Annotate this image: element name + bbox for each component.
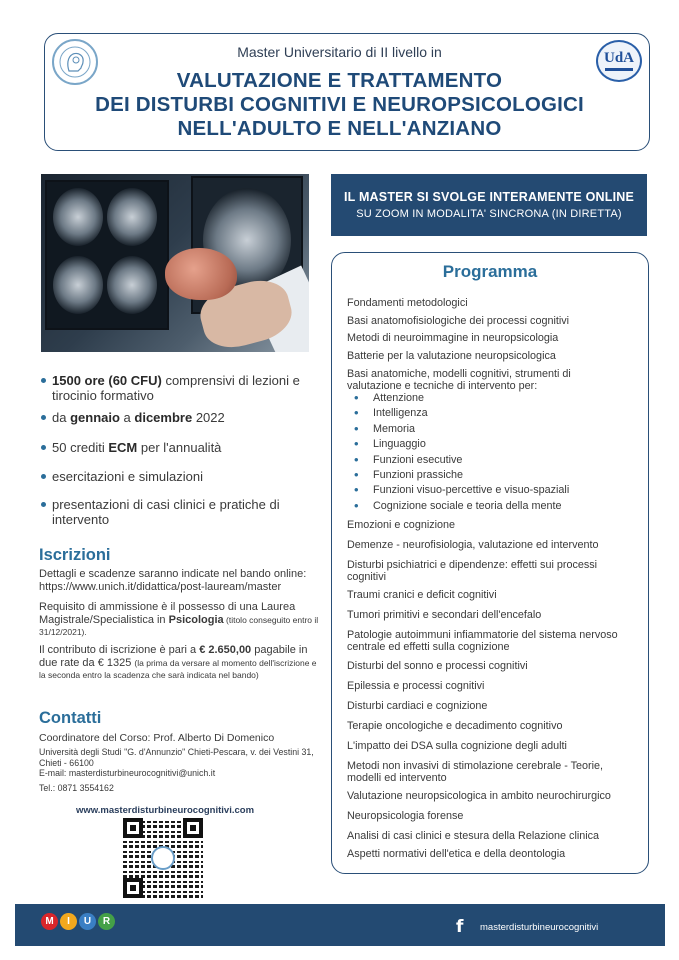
requirement-bold: Psicologia	[168, 613, 224, 626]
requirement-text: Requisito di ammissione è il possesso di una Laurea Magistrale/Specialistica in	[39, 601, 296, 626]
program-item: Emozioni e cognizione	[347, 519, 456, 531]
program-item: L'impatto dei DSA sulla cognizione degli adulti	[347, 740, 567, 752]
program-item: Tumori primitivi e secondari dell'encefalo	[347, 609, 542, 621]
contact-address: Università degli Studi "G. d'Annunzio" Chieti-Pescara, v. dei Vestini 31, Chieti - 66100	[39, 747, 314, 768]
highlight-text: 2022	[192, 410, 225, 425]
header-subtitle: Master Universitario di II livello in	[237, 44, 442, 60]
fee-text: Il contributo di iscrizione è pari a	[39, 644, 200, 656]
highlight-bold: dicembre	[134, 410, 193, 425]
program-item: Batterie per la valutazione neuropsicologica	[347, 350, 556, 362]
program-subitem: • Intelligenza	[373, 407, 428, 419]
miur-letter: M	[41, 913, 58, 930]
brain-model	[165, 248, 237, 300]
miur-letter: I	[60, 913, 77, 930]
highlight-hours	[52, 373, 322, 403]
program-subitem: • Linguaggio	[373, 438, 426, 450]
program-subitem: • Funzioni prassiche	[373, 469, 463, 481]
program-subitem: • Funzioni visuo-percettive e visuo-spaziali	[373, 484, 569, 496]
highlight-text: presentazioni di casi clinici e pratiche di intervento	[52, 497, 280, 527]
highlight-text: comprensivi di lezioni e tirocinio formativo	[52, 373, 300, 403]
iscrizioni-requirement	[39, 601, 324, 639]
program-item: Metodi non invasivi di stimolazione cerebrale - Teorie, modelli ed intervento	[347, 760, 604, 784]
iscrizioni-details-text: Dettagli e scadenze saranno indicate nel bando online:	[39, 568, 307, 580]
title-line-3: NELL'ADULTO E NELL'ANZIANO	[177, 117, 502, 140]
fee-text: pagabile in due rate da € 1325	[39, 644, 308, 669]
highlight-text: 50 crediti	[52, 440, 109, 455]
website-link[interactable]: www.masterdisturbineurocognitivi.com	[75, 805, 255, 816]
page-title	[0, 69, 679, 141]
scan-image	[107, 188, 157, 246]
program-item: Epilessia e processi cognitivi	[347, 680, 485, 692]
program-item: Disturbi psichiatrici e dipendenze: effetti sui processi cognitivi	[347, 559, 598, 583]
program-item: Patologie autoimmuni infiammatorie del sistema nervoso centrale ed effetti sulla cognizione	[347, 629, 618, 653]
qr-center-logo-icon	[151, 846, 175, 870]
facebook-handle[interactable]: masterdisturbineurocognitivi	[480, 922, 599, 933]
requirement-note: (titolo conseguito entro il 31/12/2021).	[39, 614, 319, 637]
highlight-bold: gennaio	[70, 410, 120, 425]
highlight-text: per l'annualità	[137, 440, 222, 455]
university-logo-text: UdA	[603, 50, 634, 66]
miur-logo-icon	[41, 913, 115, 930]
iscrizioni-details	[39, 568, 324, 593]
miur-letter: U	[79, 913, 96, 930]
program-subitem: • Cognizione sociale e teoria della mente	[373, 500, 561, 512]
highlight-exercises	[52, 469, 322, 484]
qr-finder	[183, 818, 203, 838]
title-line-2: DEI DISTURBI COGNITIVI E NEUROPSICOLOGICI	[95, 93, 584, 116]
program-item: Demenze - neurofisiologia, valutazione ed intervento	[347, 539, 599, 551]
highlight-text: da	[52, 410, 71, 425]
qr-code-icon	[123, 818, 203, 898]
contact-tel: Tel.: 0871 3554162	[39, 782, 114, 793]
iscrizioni-fee	[39, 644, 324, 682]
program-subitem: • Funzioni esecutive	[373, 454, 462, 466]
online-banner	[331, 174, 647, 236]
fee-note: (la prima da versare al momento dell'iscrizione e la seconda entro la scadenza che sarà indicata nel bando)	[39, 657, 317, 680]
program-subitem: • Attenzione	[373, 392, 424, 404]
program-item: Neuropsicologia forense	[347, 810, 464, 822]
highlight-bold: 1500 ore (60 CFU)	[52, 373, 162, 388]
program-item: Fondamenti metodologici	[347, 297, 468, 309]
highlight-bold: ECM	[108, 440, 138, 455]
program-item: Traumi cranici e deficit cognitivi	[347, 589, 497, 601]
banner-line-1: IL MASTER SI SVOLGE INTERAMENTE ONLINE	[343, 190, 635, 204]
contact-details	[39, 747, 324, 793]
coordinator: Coordinatore del Corso: Prof. Alberto Di Domenico	[39, 732, 275, 744]
qr-finder	[123, 818, 143, 838]
title-line-1: VALUTAZIONE E TRATTAMENTO	[176, 69, 503, 92]
scan-image	[53, 188, 103, 246]
program-item: Aspetti normativi dell'etica e della deontologia	[347, 848, 566, 860]
program-item: Analisi di casi clinici e stesura della Relazione clinica	[347, 830, 600, 842]
contact-email[interactable]: E-mail: masterdisturbineurocognitivi@unich.it	[39, 768, 216, 778]
contatti-title: Contatti	[39, 709, 102, 727]
program-item: Basi anatomofisiologiche dei processi cognitivi	[347, 315, 570, 327]
highlight-period	[52, 410, 322, 425]
facebook-icon[interactable]: f	[456, 917, 464, 937]
program-item: Disturbi cardiaci e cognizione	[347, 700, 488, 712]
program-subitem: • Memoria	[373, 423, 415, 435]
highlight-text: a	[119, 410, 135, 425]
program-item: Disturbi del sonno e processi cognitivi	[347, 660, 528, 672]
iscrizioni-link[interactable]: https://www.unich.it/didattica/post-lauream/master	[39, 580, 282, 593]
programma-title: Programma	[442, 262, 538, 281]
banner-line-2: SU ZOOM IN MODALITA' SINCRONA (IN DIRETTA)	[356, 208, 622, 220]
qr-finder	[123, 878, 143, 898]
fee-amount: € 2.650,00	[199, 644, 252, 656]
program-item: Basi anatomiche, modelli cognitivi, strumenti di valutazione e tecniche di intervento per:	[347, 368, 571, 392]
scan-image	[107, 256, 157, 314]
program-item: Terapie oncologiche e decadimento cognitivo	[347, 720, 563, 732]
program-item: Valutazione neuropsicologica in ambito neurochirurgico	[347, 790, 611, 802]
miur-letter: R	[98, 913, 115, 930]
highlight-text: esercitazioni e simulazioni	[52, 469, 204, 484]
iscrizioni-title: Iscrizioni	[39, 546, 111, 564]
program-item: Metodi di neuroimmagine in neuropsicologia	[347, 332, 559, 344]
highlight-ecm	[52, 440, 322, 455]
highlight-cases	[52, 497, 322, 527]
brain-scan-photo	[41, 174, 309, 352]
scan-image	[53, 256, 103, 314]
